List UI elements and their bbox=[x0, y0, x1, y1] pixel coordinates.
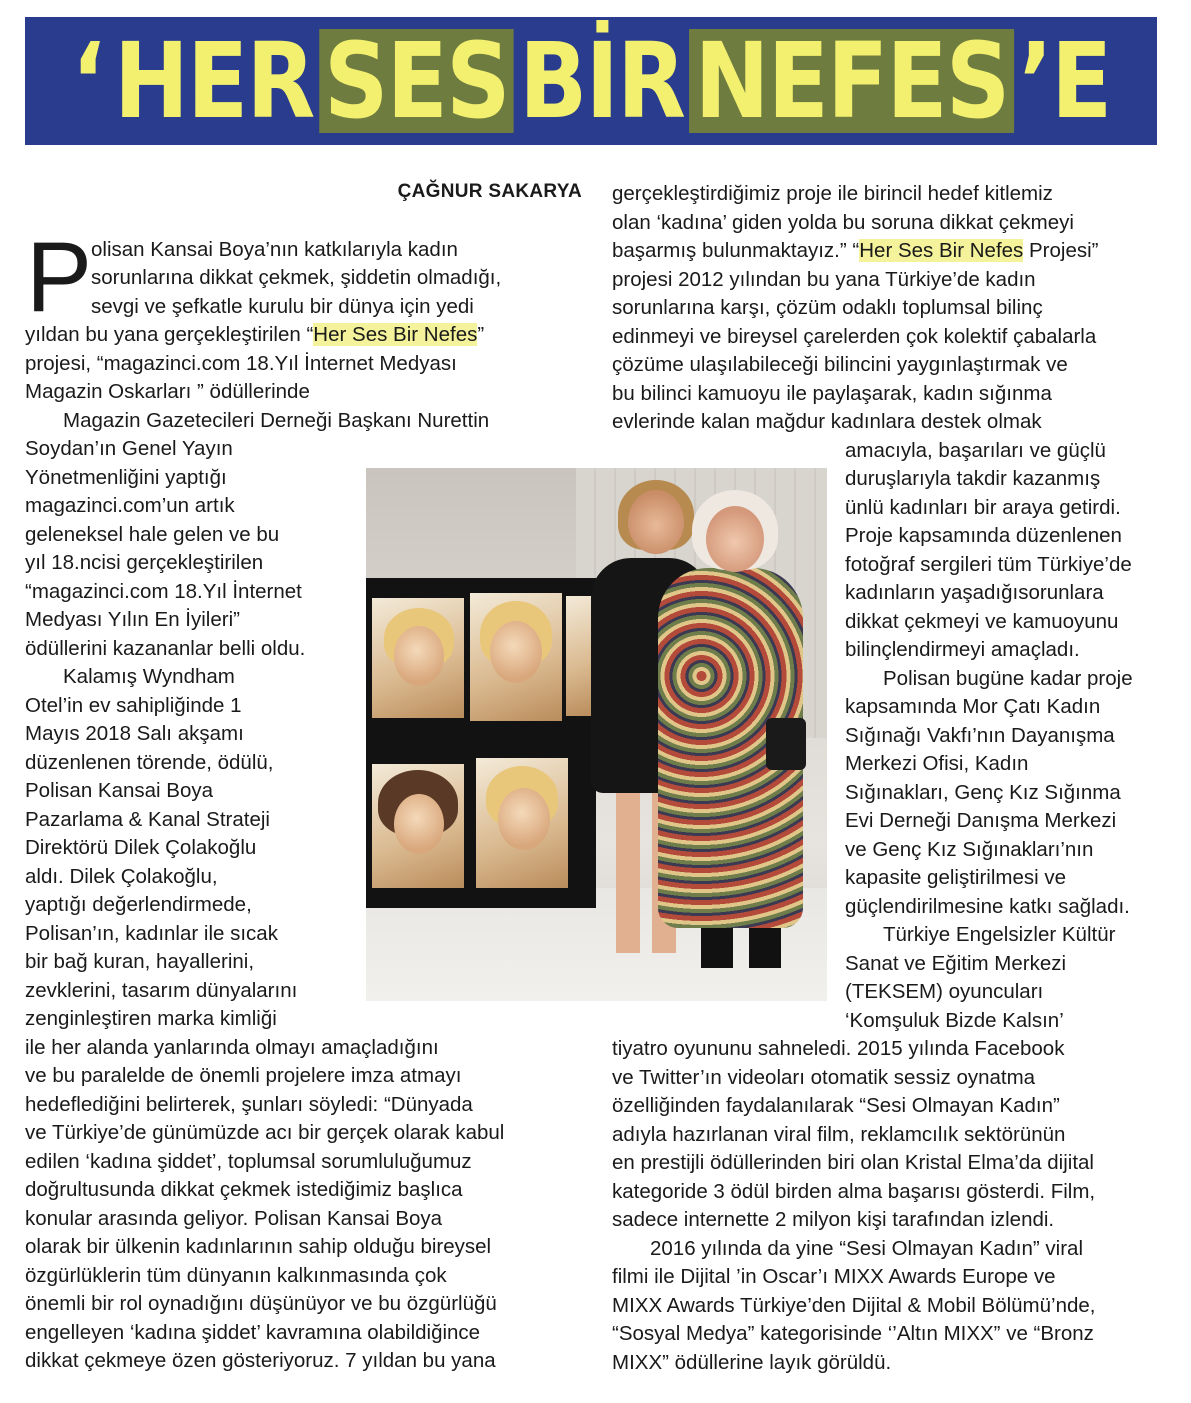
col2-line: sadece internette 2 milyon kişi tarafından izlendi. bbox=[612, 1208, 1055, 1231]
col1-line: Kalamış Wyndham bbox=[63, 665, 235, 688]
col2-line: kapsamında Mor Çatı Kadın bbox=[845, 695, 1101, 718]
headline-word-bir: BİR bbox=[519, 20, 685, 142]
col2-line: ve Genç Kız Sığınakları’nın bbox=[845, 838, 1094, 861]
col1-line: doğrultusunda dikkat çekmek istediğimiz başlıca bbox=[25, 1178, 463, 1201]
col1-line: sevgi ve şefkatle kurulu bir dünya için yedi bbox=[91, 295, 474, 318]
col1-line: zenginleştiren marka kimliği bbox=[25, 1007, 277, 1030]
col1-line: özgürlüklerin tüm dünyanın kalkınmasında çok bbox=[25, 1264, 447, 1287]
col2-line: “Sosyal Medya” kategorisinde ‘’Altın MIXX” ve “Bronz bbox=[612, 1322, 1094, 1345]
col2-line: kategoride 3 ödül birden alma başarısı gösterdi. Film, bbox=[612, 1180, 1096, 1203]
col1-line: ile her alanda yanlarında olmayı amaçladığını bbox=[25, 1036, 439, 1059]
col2-line: edinmeyi ve bireysel çarelerden çok kolektif çabalarla bbox=[612, 325, 1097, 348]
col2-line: olan ‘kadına’ giden yolda bu soruna dikkat çekmeyi bbox=[612, 211, 1074, 234]
col2-line: gerçekleştirdiğimiz proje ile birincil hedef kitlemiz bbox=[612, 182, 1053, 205]
col1-line: Magazin Gazetecileri Derneği Başkanı Nurettin bbox=[63, 409, 490, 432]
col2-line: amacıyla, başarıları ve güçlü bbox=[845, 439, 1106, 462]
col1-line: Mayıs 2018 Salı akşamı bbox=[25, 722, 244, 745]
col1-line: yaptığı değerlendirmede, bbox=[25, 893, 252, 916]
col1-line: engelleyen ‘kadına şiddet’ kavramına olabildiğince bbox=[25, 1321, 481, 1344]
col1-line: yıldan bu yana gerçekleştirilen “Her Ses Bir Nefes” bbox=[25, 323, 485, 346]
col2-line: özelliğinden faydalanılarak “Sesi Olmayan Kadın” bbox=[612, 1094, 1060, 1117]
headline-word-ses: SES bbox=[319, 29, 514, 133]
col1-line: Soydan’ın Genel Yayın bbox=[25, 437, 233, 460]
col1-line: dikkat çekmeye özen gösteriyoruz. 7 yıldan bu yana bbox=[25, 1349, 496, 1372]
col2-line: projesi 2012 yılından bu yana Türkiye’de kadın bbox=[612, 268, 1036, 291]
col2-line: adıyla hazırlanan viral film, reklamcılık sektörünün bbox=[612, 1123, 1066, 1146]
col2-line: Merkezi Ofisi, Kadın bbox=[845, 752, 1029, 775]
col2-line: kapasite geliştirilmesi ve bbox=[845, 866, 1067, 889]
col2-line: sorunlarına karşı, çözüm odaklı toplumsal bilinç bbox=[612, 296, 1043, 319]
col2-line: çözüme ulaşılabileceği bilincini yaygınlaştırmak ve bbox=[612, 353, 1068, 376]
headline-banner bbox=[25, 17, 1157, 145]
col2-line: kadınların yaşadığısorunlara bbox=[845, 581, 1104, 604]
highlight-her-ses-bir-nefes: Her Ses Bir Nefes bbox=[859, 239, 1024, 262]
col1-line: Yönetmenliğini yaptığı bbox=[25, 466, 227, 489]
col1-line: edilen ‘kadına şiddet’, toplumsal sorumluluğumuz bbox=[25, 1150, 472, 1173]
col1-line: zevklerini, tasarım dünyalarını bbox=[25, 979, 298, 1002]
col1-line: sorunlarına dikkat çekmek, şiddetin olmadığı, bbox=[91, 266, 502, 289]
col2-line: evlerinde kalan mağdur kadınlara destek olmak bbox=[612, 410, 1042, 433]
col2-line: duruşlarıyla takdir kazanmış bbox=[845, 467, 1101, 490]
col2-line: Evi Derneği Danışma Merkezi bbox=[845, 809, 1117, 832]
col2-line: Türkiye Engelsizler Kültür bbox=[883, 923, 1116, 946]
col2-line: bilinçlendirmeyi amaçladı. bbox=[845, 638, 1080, 661]
drop-cap: P bbox=[26, 221, 93, 332]
col1-line: Otel’in ev sahipliğinde 1 bbox=[25, 694, 242, 717]
col1-line: yıl 18.ncisi gerçekleştirilen bbox=[25, 551, 264, 574]
col1-line: olisan Kansai Boya’nın katkılarıyla kadın bbox=[91, 238, 458, 261]
col2-line: Sanat ve Eğitim Merkezi bbox=[845, 952, 1067, 975]
col2-line: (TEKSEM) oyuncuları bbox=[845, 980, 1044, 1003]
col1-line: Direktörü Dilek Çolakoğlu bbox=[25, 836, 257, 859]
col2-line: fotoğraf sergileri tüm Türkiye’de bbox=[845, 553, 1132, 576]
woman-left-face bbox=[628, 490, 684, 554]
col2-line: güçlendirilmesine katkı sağladı. bbox=[845, 895, 1130, 918]
col1-line: Polisan’ın, kadınlar ile sıcak bbox=[25, 922, 278, 945]
col2-line: bu bilinci kamuoyu ile paylaşarak, kadın sığınma bbox=[612, 382, 1052, 405]
byline: ÇAĞNUR SAKARYA bbox=[397, 181, 582, 202]
col2-line: tiyatro oyununu sahneledi. 2015 yılında Facebook bbox=[612, 1037, 1065, 1060]
woman-right-face bbox=[706, 506, 764, 572]
col1-line: hedeflediğini belirterek, şunları söyledi: “Dünyada bbox=[25, 1093, 473, 1116]
col2-line: MIXX” ödüllerine layık görüldü. bbox=[612, 1351, 892, 1374]
col2-line: 2016 yılında da yine “Sesi Olmayan Kadın” viral bbox=[650, 1237, 1084, 1260]
headline-word-her: HER bbox=[114, 20, 314, 142]
headline-open-quote: ‘ bbox=[71, 20, 104, 142]
exhibit-portrait bbox=[470, 593, 562, 721]
col1-line: Magazin Oskarları ” ödüllerinde bbox=[25, 380, 310, 403]
col2-line: MIXX Awards Türkiye’den Dijital & Mobil Bölümü’nde, bbox=[612, 1294, 1096, 1317]
col2-line: Sığınağı Vakfı’nın Dayanışma bbox=[845, 724, 1115, 747]
col1-line: geleneksel hale gelen ve bu bbox=[25, 523, 280, 546]
col2-line: ünlü kadınları bir araya getirdi. bbox=[845, 496, 1121, 519]
col2-line: Sığınakları, Genç Kız Sığınma bbox=[845, 781, 1121, 804]
col2-line: dikkat çekmeyi ve kamuoyunu bbox=[845, 610, 1119, 633]
exhibit-portrait bbox=[566, 596, 594, 716]
exhibit-portrait bbox=[476, 758, 568, 888]
col1-line: ve bu paralelde de önemli projelere imza atmayı bbox=[25, 1064, 462, 1087]
col2-line: ‘Komşuluk Bizde Kalsın’ bbox=[845, 1009, 1064, 1032]
col1-line: Polisan Kansai Boya bbox=[25, 779, 214, 802]
col2-line: en prestijli ödüllerinden biri olan Kristal Elma’da dijital bbox=[612, 1151, 1094, 1174]
col1-line: olarak bir ülkenin kadınlarının sahip olduğu bireysel bbox=[25, 1235, 492, 1258]
col1-line: düzenlenen törende, ödülü, bbox=[25, 751, 274, 774]
woman-right-boots bbox=[701, 923, 781, 968]
col1-line: önemli bir rol oynadığını düşünüyor ve bu özgürlüğü bbox=[25, 1292, 497, 1315]
col1-line: “magazinci.com 18.Yıl İnternet bbox=[25, 580, 302, 603]
col1-line: bir bağ kuran, hayallerini, bbox=[25, 950, 255, 973]
col2-line: ve Twitter’ın videoları otomatik sessiz oynatma bbox=[612, 1066, 1036, 1089]
headline-suffix: ’E bbox=[1018, 20, 1111, 142]
col2-line: filmi ile Dijital ’in Oscar’ı MIXX Awards Europe ve bbox=[612, 1265, 1056, 1288]
col2-line: Proje kapsamında düzenlenen bbox=[845, 524, 1122, 547]
col1-line: aldı. Dilek Çolakoğlu, bbox=[25, 865, 218, 888]
event-photo bbox=[366, 468, 827, 1001]
col1-line: projesi, “magazinci.com 18.Yıl İnternet Medyası bbox=[25, 352, 457, 375]
exhibit-portrait bbox=[372, 764, 464, 888]
col1-line: Pazarlama & Kanal Strateji bbox=[25, 808, 270, 831]
col1-line: magazinci.com’un artık bbox=[25, 494, 235, 517]
headline bbox=[71, 17, 1111, 145]
col1-line: Medyası Yılın En İyileri” bbox=[25, 608, 240, 631]
handbag bbox=[766, 718, 806, 770]
col1-line: ödüllerini kazananlar belli oldu. bbox=[25, 637, 306, 660]
col1-line: ve Türkiye’de günümüzde acı bir gerçek olarak kabul bbox=[25, 1121, 505, 1144]
headline-word-nefes: NEFES bbox=[689, 29, 1013, 133]
col2-line: Polisan bugüne kadar proje bbox=[883, 667, 1133, 690]
highlight-her-ses-bir-nefes: Her Ses Bir Nefes bbox=[313, 323, 478, 346]
col1-line: konular arasında geliyor. Polisan Kansai Boya bbox=[25, 1207, 443, 1230]
exhibit-portrait bbox=[372, 598, 464, 718]
col2-line: başarmış bulunmaktayız.” “Her Ses Bir Nefes Projesi” bbox=[612, 239, 1099, 262]
